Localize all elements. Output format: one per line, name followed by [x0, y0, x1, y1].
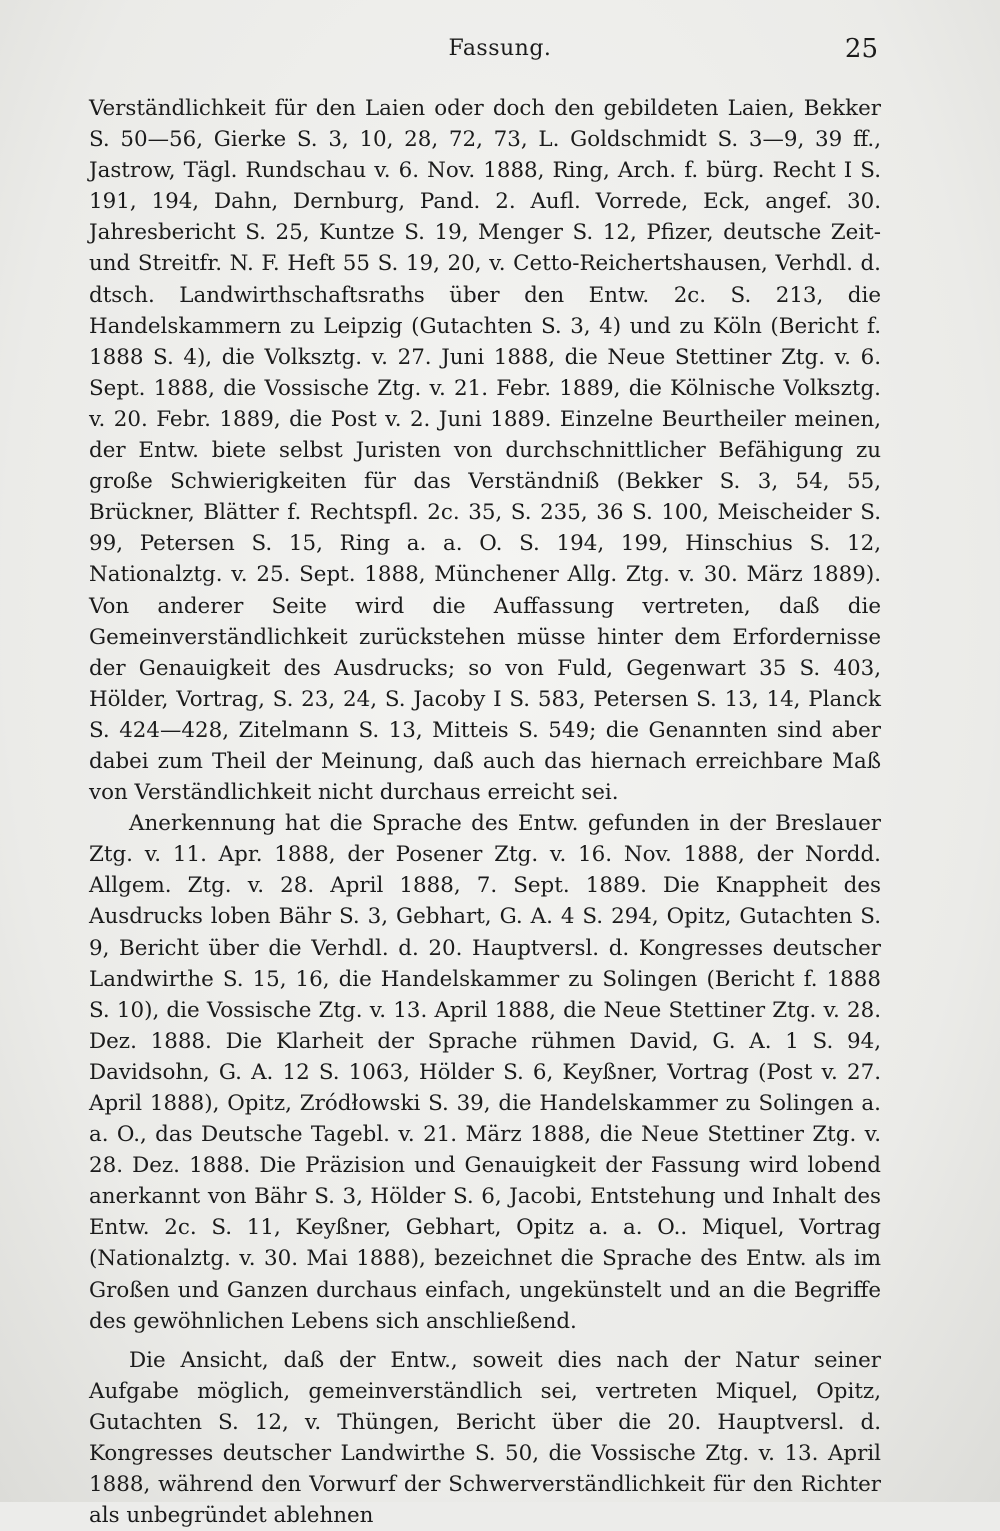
paragraph-1: Verständlichkeit für den Laien oder doch den gebildeten Laien, Bekker S. 50—56, Gierke S. 3, 10, 28, 72, 73, L. Goldschmidt S. 3—9, 39 ff., Jastrow, Tägl. Rundschau v. 6. Nov. 1888, Ring, Arch. f. bürg. Recht I S. 191, 194, Dahn, Dernburg, Pand. 2. Aufl. Vorrede, Eck, angef. 30. Jahresbericht S. 25, Kuntze S. 19, Menger S. 12, Pfizer, deutsche Zeit- und Streitfr. N. F. Heft 55 S. 19, 20, v. Cetto-Reichertshausen, Verhdl. d. dtsch. Landwirthschaftsraths über den Entw. 2c. S. 213, die Handelskammern zu Leipzig (Gutachten S. 3, 4) und zu Köln (Bericht f. 1888 S. 4), die Volksztg. v. 27. Juni 1888, die Neue Stettiner Ztg. v. 6. Sept. 1888, die Vossische Ztg. v. 21. Febr. 1889, die Kölnische Volksztg. v. 20. Febr. 1889, die Post v. 2. Juni 1889. Einzelne Beurtheiler meinen, der Entw. biete selbst Juristen von durchschnittlicher Befähigung zu große Schwierigkeiten für das Verständniß (Bekker S. 3, 54, 55, Brückner, Blätter f. Rechtspfl. 2c. 35, S. 235, 36 S. 100, Meischeider S. 99, Petersen S. 15, Ring a. a. O. S. 194, 199, Hinschius S. 12, Nationalztg. v. 25. Sept. 1888, Münchener Allg. Ztg. v. 30. März 1889). Von anderer Seite wird die Auffassung vertreten, daß die Gemeinverständlichkeit zurückstehen müsse hinter dem Erfordernisse der Genauigkeit des Ausdrucks; so von Fuld, Gegenwart 35 S. 403, Hölder, Vortrag, S. 23, 24, S. Jacoby I S. 583, Petersen S. 13, 14, Planck S. 424—428, Zitelmann S. 13, Mitteis S. 549; die Genannten sind aber dabei zum Theil der Meinung, daß auch das hiernach erreichbare Maß von Verständlichkeit nicht durchaus erreicht sei.	[89, 96, 881, 806]
paragraph-2: Anerkennung hat die Sprache des Entw. gefunden in der Breslauer Ztg. v. 11. Apr. 1888, der Posener Ztg. v. 16. Nov. 1888, der Nordd. Allgem. Ztg. v. 28. April 1888, 7. Sept. 1889. Die Knappheit des Ausdrucks loben Bähr S. 3, Gebhart, G. A. 4 S. 294, Opitz, Gutachten S. 9, Bericht über die Verhdl. d. 20. Hauptversl. d. Kongresses deutscher Landwirthe S. 15, 16, die Handelskammer zu Solingen (Bericht f. 1888 S. 10), die Vossische Ztg. v. 13. April 1888, die Neue Stettiner Ztg. v. 28. Dez. 1888. Die Klarheit der Sprache rühmen David, G. A. 1 S. 94, Davidsohn, G. A. 12 S. 1063, Hölder S. 6, Keyßner, Vortrag (Post v. 27. April 1888), Opitz, Zródłowski S. 39, die Handelskammer zu Solingen a. a. O., das Deutsche Tagebl. v. 21. März 1888, die Neue Stettiner Ztg. v. 28. Dez. 1888. Die Präzision und Genauigkeit der Fassung wird lobend anerkannt von Bähr S. 3, Hölder S. 6, Jacobi, Entstehung und Inhalt des Entw. 2c. S. 11, Keyßner, Gebhart, Opitz a. a. O.. Miquel, Vortrag (Nationalztg. v. 30. Mai 1888), bezeichnet die Sprache des Entw. als im Großen und Ganzen durchaus einfach, ungekünstelt und an die Begriffe des gewöhnlichen Lebens sich anschließend.	[89, 811, 881, 1334]
running-header: Fassung.	[448, 36, 552, 61]
paragraph-3: Die Ansicht, daß der Entw., soweit dies nach der Natur seiner Aufgabe möglich, gemeinverständlich sei, vertreten Miquel, Opitz, Gutachten S. 12, v. Thüngen, Bericht über die 20. Hauptversl. d. Kongresses deutscher Landwirthe S. 50, die Vossische Ztg. v. 13. April 1888, während den Vorwurf der Schwerverständlichkeit für den Richter als unbegründet ablehnen	[89, 1347, 881, 1529]
body-text	[89, 93, 881, 1531]
page-number: 25	[844, 34, 878, 64]
